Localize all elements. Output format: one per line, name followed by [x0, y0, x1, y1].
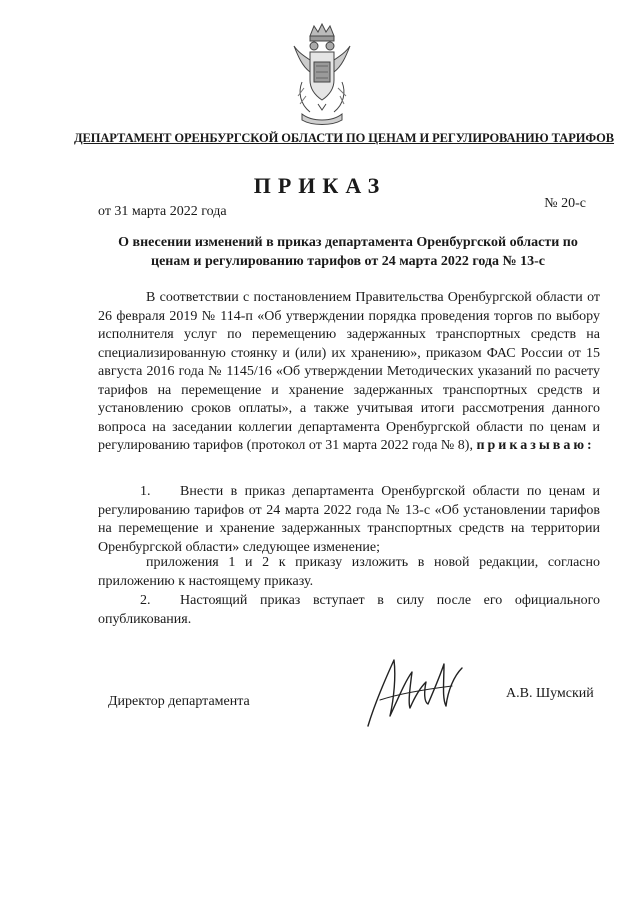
item-1-subparagraph: приложения 1 и 2 к приказу изложить в новой редакции, согласно приложению к настоящему приказу.	[98, 555, 600, 589]
item-1-text: Внести в приказ департамента Оренбургской области по ценам и регулированию тарифов от 24 марта 2022 года № 13-с «Об установлении тарифов на перемещение и хранение задержанных транспортных средств на территории Оренбургской области» следующее изменение;	[98, 484, 600, 555]
order-date: от 31 марта 2022 года	[98, 204, 227, 219]
item-2-number: 2.	[140, 593, 151, 608]
signer-name: А.В. Шумский	[506, 686, 594, 701]
department-header: ДЕПАРТАМЕНТ ОРЕНБУРГСКОЙ ОБЛАСТИ ПО ЦЕНАМ И РЕГУЛИРОВАНИЮ ТАРИФОВ	[74, 131, 615, 145]
preamble-paragraph	[98, 289, 600, 456]
order-number: № 20-с	[544, 196, 586, 211]
coat-of-arms-emblem-icon	[288, 22, 356, 128]
item-1-paragraph	[98, 483, 600, 557]
item-2-paragraph	[98, 592, 600, 629]
order-phrase: приказываю:	[476, 438, 595, 453]
handwritten-signature-icon	[360, 646, 470, 736]
item-1-number: 1.	[140, 484, 151, 499]
signer-role: Директор департамента	[108, 694, 250, 709]
preamble-text: В соответствии с постановлением Правительства Оренбургской области от 26 февраля 2019 № 114-п «Об утверждении порядка проведения торгов по выбору исполнителя услуг по перемещению задержанных транспортных средств на специализированную стоянку и (или) их хранению», приказом ФАС России от 15 августа 2016 года № 1145/16 «Об утверждении Методических указаний по расчету тарифов на перемещение и хранение задержанных транспортных средств и установлению сроков оплаты», а также учитывая итоги рассмотрения данного вопроса на заседании коллегии департамента Оренбургской области по ценам и регулированию тарифов (протокол от 31 марта 2022 года № 8),	[98, 290, 600, 453]
document-type-title: ПРИКАЗ	[253, 173, 387, 198]
item-2-text: Настоящий приказ вступает в силу после его официального опубликования.	[98, 593, 600, 627]
order-subject: О внесении изменений в приказ департамента Оренбургской области по ценам и регулированию тарифов от 24 марта 2022 года № 13-с	[118, 235, 578, 269]
